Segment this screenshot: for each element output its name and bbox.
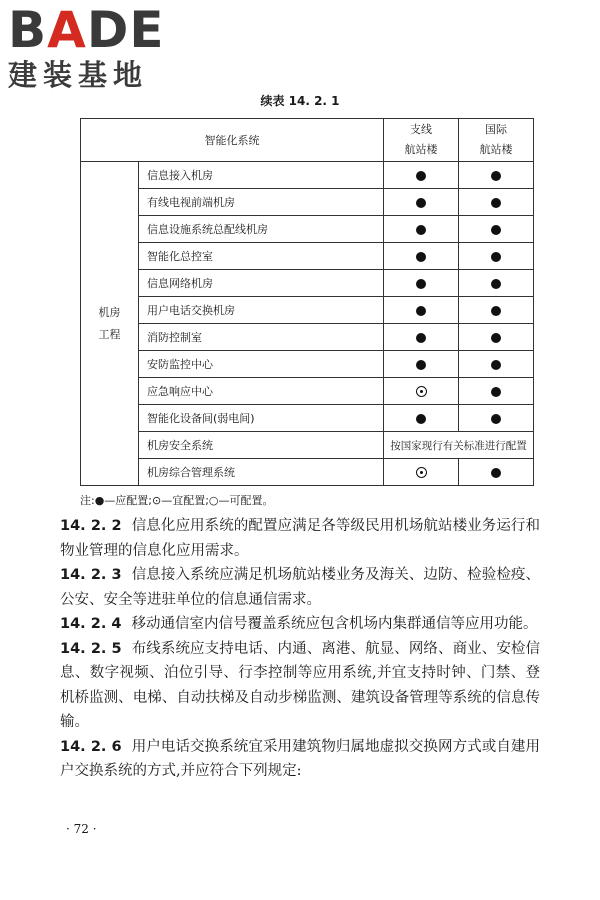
must-configure-symbol <box>491 333 501 343</box>
international-terminal-mark <box>459 243 534 270</box>
table-row <box>81 243 534 270</box>
regional-terminal-mark <box>384 324 459 351</box>
regional-terminal-mark <box>384 189 459 216</box>
international-terminal-mark <box>459 270 534 297</box>
regional-terminal-mark <box>384 162 459 189</box>
must-configure-symbol <box>491 306 501 316</box>
must-configure-symbol <box>416 360 426 370</box>
span-requirement-cell: 按国家现行有关标准进行配置 <box>384 432 534 459</box>
table-row <box>81 432 534 459</box>
clause: 14. 2. 3 信息接入系统应满足机场航站楼业务及海关、边防、检验检疫、公安、安全等进驻单位的信息通信需求。 <box>60 567 540 608</box>
must-configure-symbol <box>491 468 501 478</box>
header-system: 智能化系统 <box>81 119 384 162</box>
system-name-cell: 信息网络机房 <box>139 270 384 297</box>
international-terminal-mark <box>459 459 534 486</box>
table-row <box>81 270 534 297</box>
international-terminal-mark <box>459 405 534 432</box>
must-configure-symbol <box>416 225 426 235</box>
regional-terminal-mark <box>384 216 459 243</box>
table-row <box>81 405 534 432</box>
system-name-cell: 机房安全系统 <box>139 432 384 459</box>
regional-terminal-mark <box>384 297 459 324</box>
must-configure-symbol <box>416 171 426 181</box>
must-configure-symbol <box>491 387 501 397</box>
must-configure-symbol <box>491 225 501 235</box>
must-configure-symbol <box>491 279 501 289</box>
must-configure-symbol <box>416 279 426 289</box>
logo-wordmark: BADE <box>8 1 165 59</box>
regional-terminal-mark <box>384 459 459 486</box>
international-terminal-mark <box>459 324 534 351</box>
system-name-cell: 应急响应中心 <box>139 378 384 405</box>
must-configure-symbol <box>416 198 426 208</box>
logo-subtitle: 建装基地 <box>8 58 149 92</box>
table-caption: 续表 14. 2. 1 <box>260 94 340 108</box>
clause: 14. 2. 6 用户电话交换系统宜采用建筑物归属地虚拟交换网方式或自建用户交换系统的方式,并应符合下列规定: <box>60 738 540 779</box>
logo <box>8 1 178 92</box>
table-header-row <box>81 119 534 162</box>
page-number: · 72 · <box>66 822 97 836</box>
table-row <box>81 459 534 486</box>
regional-terminal-mark <box>384 351 459 378</box>
must-configure-symbol <box>416 333 426 343</box>
table-row <box>81 216 534 243</box>
header-international-terminal: 国际 航站楼 <box>459 119 534 162</box>
international-terminal-mark <box>459 378 534 405</box>
category-cell: 机房 工程 <box>81 162 139 486</box>
system-name-cell: 有线电视前端机房 <box>139 189 384 216</box>
table-note: 注:●—应配置;⊙—宜配置;○—可配置。 <box>80 494 274 507</box>
regional-terminal-mark <box>384 405 459 432</box>
should-configure-symbol <box>416 467 427 478</box>
regional-terminal-mark <box>384 243 459 270</box>
must-configure-symbol <box>491 252 501 262</box>
table-row <box>81 351 534 378</box>
header-regional-terminal: 支线 航站楼 <box>384 119 459 162</box>
international-terminal-mark <box>459 162 534 189</box>
must-configure-symbol <box>416 252 426 262</box>
system-name-cell: 机房综合管理系统 <box>139 459 384 486</box>
clause: 14. 2. 2 信息化应用系统的配置应满足各等级民用机场航站楼业务运行和物业管理的信息化应用需求。 <box>60 518 540 559</box>
system-name-cell: 信息设施系统总配线机房 <box>139 216 384 243</box>
international-terminal-mark <box>459 297 534 324</box>
should-configure-symbol <box>416 386 427 397</box>
configuration-table <box>80 118 534 486</box>
clauses <box>60 514 540 784</box>
international-terminal-mark <box>459 351 534 378</box>
must-configure-symbol <box>491 414 501 424</box>
regional-terminal-mark <box>384 270 459 297</box>
table-row <box>81 162 534 189</box>
must-configure-symbol <box>416 306 426 316</box>
system-name-cell: 智能化总控室 <box>139 243 384 270</box>
international-terminal-mark <box>459 216 534 243</box>
must-configure-symbol <box>416 414 426 424</box>
clause: 14. 2. 4 移动通信室内信号覆盖系统应包含机场内集群通信等应用功能。 <box>60 616 538 632</box>
regional-terminal-mark <box>384 378 459 405</box>
table-row <box>81 324 534 351</box>
must-configure-symbol <box>491 198 501 208</box>
table-row <box>81 189 534 216</box>
system-name-cell: 消防控制室 <box>139 324 384 351</box>
table-row <box>81 297 534 324</box>
clause: 14. 2. 5 布线系统应支持电话、内通、离港、航显、网络、商业、安检信息、数字视频、泊位引导、行李控制等应用系统,并宜支持时钟、门禁、登机桥监测、电梯、自动扶梯及自动步梯监测、建筑设备管理等系统的信息传输。 <box>60 640 540 730</box>
system-name-cell: 智能化设备间(弱电间) <box>139 405 384 432</box>
system-name-cell: 安防监控中心 <box>139 351 384 378</box>
international-terminal-mark <box>459 189 534 216</box>
must-configure-symbol <box>491 171 501 181</box>
system-name-cell: 信息接入机房 <box>139 162 384 189</box>
table-row <box>81 378 534 405</box>
must-configure-symbol <box>491 360 501 370</box>
system-name-cell: 用户电话交换机房 <box>139 297 384 324</box>
